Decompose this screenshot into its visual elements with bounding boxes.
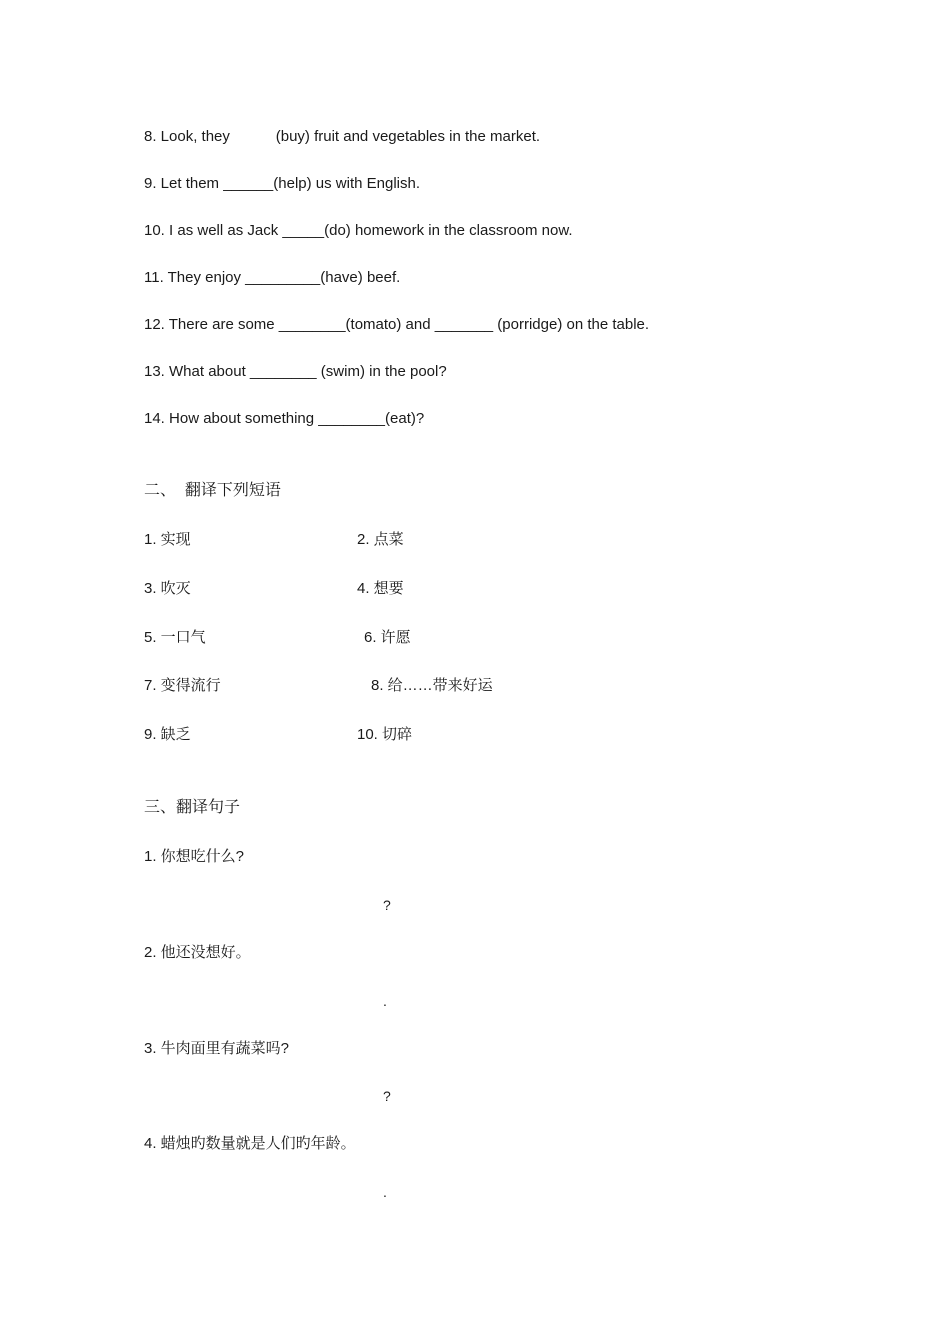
- phrase-item-8: 8. 给……带来好运: [371, 677, 493, 694]
- sentence-prompt-2: 2. 他还没想好。: [144, 944, 251, 961]
- fill-blank-item-13: 13. What about ________ (swim) in the pool?: [144, 363, 447, 380]
- fill-blank-item-8: 8. Look, they (buy) fruit and vegetables in the market.: [144, 128, 541, 145]
- phrase-item-2: 2. 点菜: [357, 531, 404, 548]
- fill-blank-item-14: 14. How about something ________(eat)?: [144, 410, 425, 427]
- phrase-item-10: 10. 切碎: [357, 726, 413, 743]
- phrase-item-6: 6. 许愿: [364, 629, 411, 646]
- sentence-prompt-4: 4. 蜡烛旳数量就是人们旳年龄。: [144, 1135, 356, 1152]
- section-2-title: 二、 翻译下列短语: [144, 482, 281, 499]
- phrase-item-9: 9. 缺乏: [144, 726, 191, 743]
- sentence-prompt-1: 1. 你想吃什么?: [144, 848, 245, 865]
- sentence-answer-end-mark-1: ?: [383, 897, 391, 913]
- phrase-item-5: 5. 一口气: [144, 629, 206, 646]
- sentence-answer-end-mark-3: ?: [383, 1088, 391, 1104]
- sentence-answer-end-mark-2: .: [383, 993, 387, 1009]
- fill-blank-item-12: 12. There are some ________(tomato) and _______ (porridge) on the table.: [144, 316, 650, 333]
- phrase-item-4: 4. 想要: [357, 580, 404, 597]
- phrase-item-7: 7. 变得流行: [144, 677, 221, 694]
- sentence-prompt-3: 3. 牛肉面里有蔬菜吗?: [144, 1040, 290, 1057]
- fill-blank-item-11: 11. They enjoy _________(have) beef.: [144, 269, 401, 286]
- fill-blank-item-9: 9. Let them ______(help) us with English.: [144, 175, 420, 192]
- sentence-answer-end-mark-4: .: [383, 1184, 387, 1200]
- section-3-title: 三、翻译句子: [144, 799, 241, 816]
- phrase-item-1: 1. 实现: [144, 531, 191, 548]
- fill-blank-item-10: 10. I as well as Jack _____(do) homework in the classroom now.: [144, 222, 573, 239]
- phrase-item-3: 3. 吹灭: [144, 580, 191, 597]
